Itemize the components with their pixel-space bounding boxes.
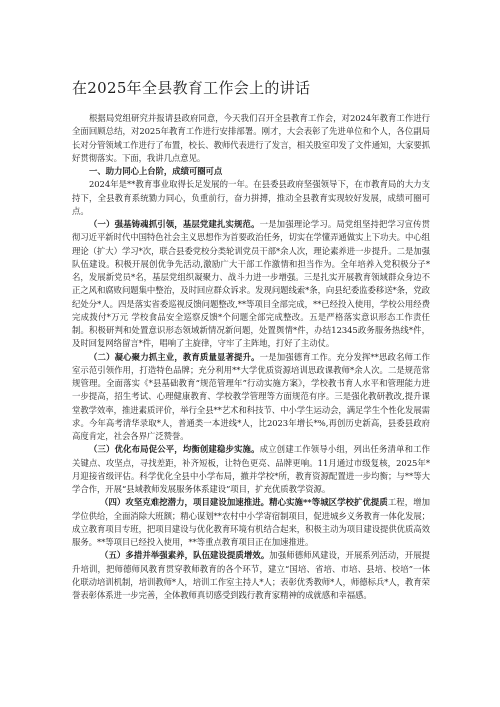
paragraph-teacher-team-text: 加强师德师风建设，开展系列活动，开展提升培训，把师德师风教育贯穿教师教育的各个环节，建立“国培、省培、市培、县培、校培”一体化联动培训机制，培训教师*人，培训工作室主持人*人；表彰优秀教师*人，师德标兵*人，教育荣誉表彰体系进一步完善，全体教师真切感受到践行教育家精神的成就感和幸福感。 <box>72 550 430 600</box>
subheading-balanced-layout: （三）优化布局促公平，均衡创建稳步实施。 <box>89 444 260 455</box>
page-title: 在2025年全县教育工作会上的讲话 <box>72 79 311 97</box>
paragraph-party-building-text: 一是加强理论学习。局党组坚持把学习宣传贯彻习近平新时代中国特色社会主义思想作为首要政治任务，切实在学懂弄通做实上下功夫。中心组理论（扩大）学习*次，联合县委党校分类轮训党员干部*余人次，理论素养进一步提升。二是加强队伍建设。积极开展创优争先活动,激励广大干部工作激情和担当作为。全年培养入党积极分子*名，发展新党员*名，基层党组织凝聚力、战斗力进一步增强。三是扎实开展教育领域群众身边不正之风和腐败问题集中整治，及时回应群众诉求。发现问题线索*条，向县纪委监委移送*条，党政纪处分*人。四是落实省委巡视反馈问题整改,**等项目全部完成，**已经投入使用，学校公用经费完成拨付*万元 学校食品安全巡察反馈*个问题全部完成整改。五是严格落实意识形态工作责任制。积极研判和处置意识形态领域新情况新问题，处置舆情*件，办结12345政务服务热线*件，及时回复网络留言*件，唱响了主旋律，守牢了主阵地，打好了主动仗。 <box>72 219 431 349</box>
document-body <box>72 112 430 602</box>
subheading-teacher-team: （五）多措并举强素养，队伍建设提质增效。 <box>100 550 270 561</box>
paragraph-education-quality-text: 一是加强德育工作。充分发挥**思政名师工作室示范引领作用，打造特色品牌；充分利用**大学优质资源培训思政课教师*余人次。二是规范常规管理。全面落实《*县基础教育“规范管理年”行动实施方案》，学校教书育人水平和管理能力进一步提高，招生考试、心理健康教育、学校教学管理等方面规范有序。三是强化教研教改,提升课堂教学效率，推进素质评价，举行全县**艺术和科技节、中小学生运动会，满足学生个性化发展需求。今年高考清华录取*人，普通类一本进线*人，比2023年增长*%,再创历史新高，县委县政府高度肯定，社会各界广泛赞誉。 <box>72 351 431 441</box>
subheading-education-quality: （二）凝心聚力抓主业，教育质量显著提升。 <box>89 351 260 362</box>
paragraph-overview: 2024年是**教育事业取得长足发展的一年。在县委县政府坚强领导下，在市教育局的大力支持下，全县教育系统勠力同心，负重前行，奋力拼搏，推动全县教育实现较好发展，成绩可圈可点。 <box>72 179 430 216</box>
paragraph-education-quality <box>72 351 430 444</box>
paragraph-intro: 根据局党组研究并报请县政府同意，今天我们召开全县教育工作会，对2024年教育工作进行全面回顾总结，对2025年教育工作进行安排部署。刚才，大会表彰了先进单位和个人，各位副局长对分管领域工作进行了布置，校长、教师代表进行了发言，相关股室印发了文件通知，大家要抓好贯彻落实。下面，我讲几点意见。 <box>72 113 430 163</box>
paragraph-project-construction-text: 工程，增加学位供给，全面消除大班额；精心谋划**农村中小学寄宿制项目，促进城乡义务教育一体化发展；成立教育项目专班，把项目建设与优化教育环境有机结合起来，积极主动为项目建设提供优质高效服务。**等项目已经投入使用，**等重点教育项目正在加速推进。 <box>72 497 430 547</box>
paragraph-party-building <box>72 218 430 351</box>
paragraph-teacher-team <box>72 549 430 602</box>
subheading-project-construction: （四）攻坚克难挖潜力，项目建设加速推进。精心实施**等城区学校扩优提质 <box>100 497 388 508</box>
paragraph-project-construction <box>72 496 430 549</box>
subheading-party-building: （一）强基铸魂抓引领，基层党建扎实规范。 <box>89 219 260 229</box>
section-heading-1: 一、助力同心上台阶，成绩可圈可点 <box>89 166 223 176</box>
paragraph-balanced-layout-text: 成立创建工作领导小组，列出任务清单和工作关键点、攻坚点，寻找差距，补齐短板，让特色更亮、品牌更响。11月通过市级复核，2025年*月迎接省级评估。科学优化全县中小学布局，撤并学校*所，教育资源配置进一步均衡；与**等大学合作，开展“县域教师发展服务体系建设”项目，扩充优质教学资源。 <box>72 444 431 494</box>
paragraph-balanced-layout <box>72 443 430 496</box>
